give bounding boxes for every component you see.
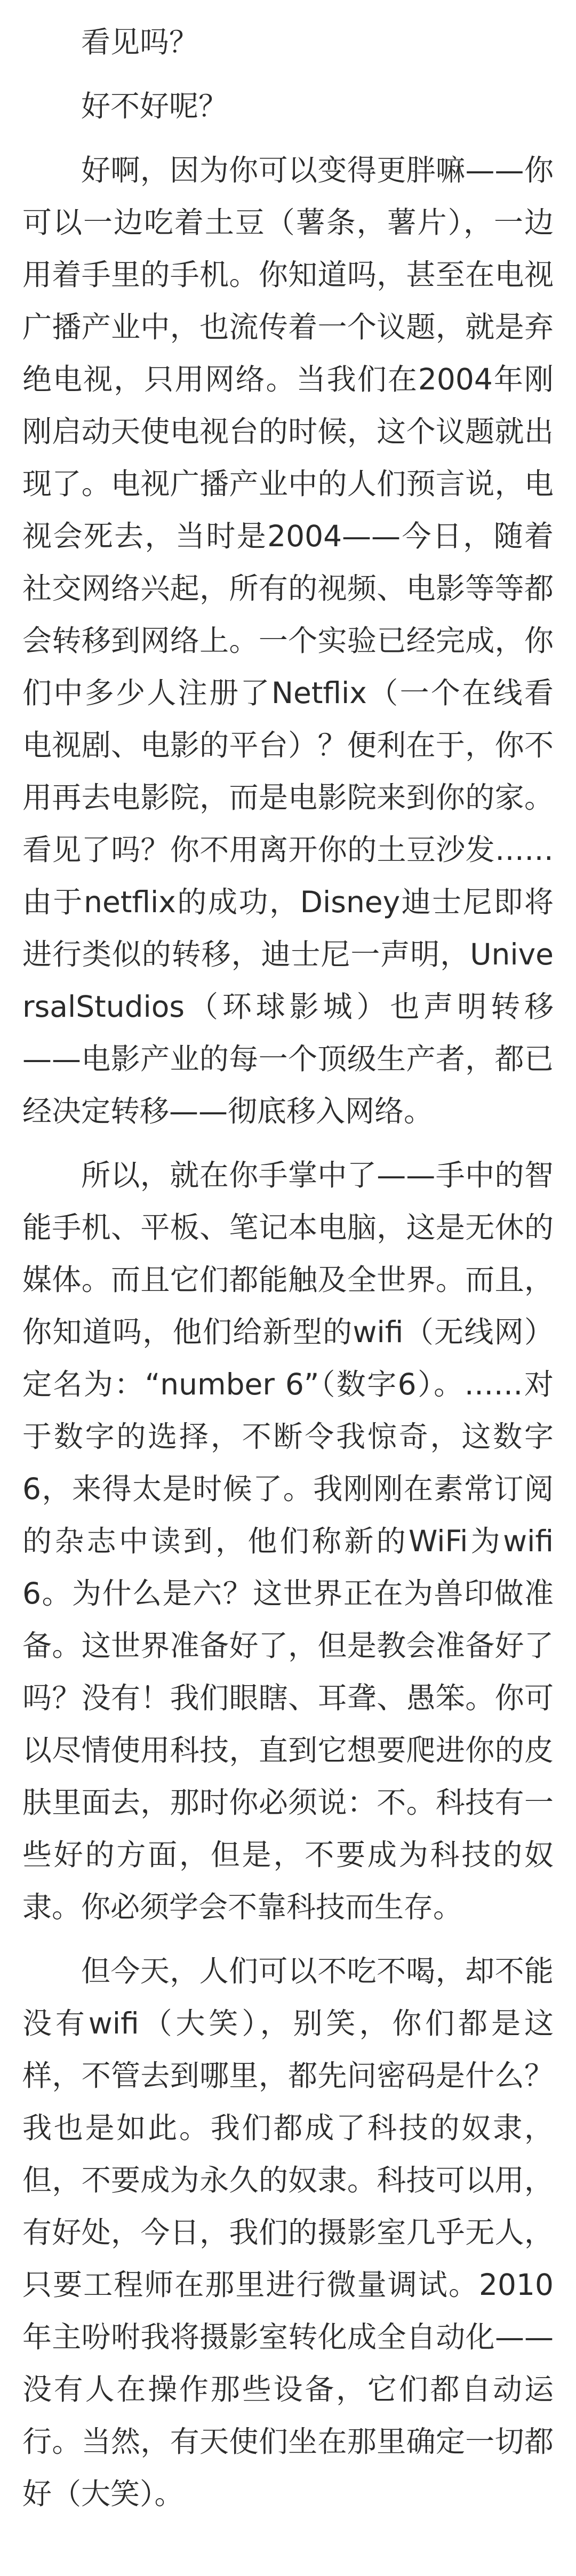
- paragraph-2: 好不好呢？: [81, 89, 228, 123]
- paragraph-1: 看见吗？: [81, 25, 199, 59]
- paragraph-4: 所以，就在你手掌中了——手中的智能手机、平板、笔记本电脑，这是无休的媒体。而且它们都能触及全世界。而且，你知道吗，他们给新型的wifi（无线网）定名为：“number 6”（数字6）。……对于数字的选择，不断令我惊奇，这数字6，来得太是时候了。我刚刚在素常订阅的杂志中读到，他们称新的WiFi为wifi 6。为什么是六？这世界正在为兽印做准备。这世界准备好了，但是教会准备好了吗？没有！我们眼瞎、耳聋、愚笨。你可以尽情使用科技，直到它想要爬进你的皮肤里面去，那时你必须说：不。科技有一些好的方面，但是，不要成为科技的奴隶。你必须学会不靠科技而生存。: [22, 1158, 554, 1924]
- paragraph-3: 好啊，因为你可以变得更胖嘛——你可以一边吃着土豆（薯条，薯片），一边用着手里的手机。你知道吗，甚至在电视广播产业中，也流传着一个议题，就是弃绝电视，只用网络。当我们在2004年刚刚启动天使电视台的时候，这个议题就出现了。电视广播产业中的人们预言说，电视会死去，当时是2004——今日，随着社交网络兴起，所有的视频、电影等等都会转移到网络上。一个实验已经完成，你们中多少人注册了Netflix（一个在线看电视剧、电影的平台）？便利在于，你不用再去电影院，而是电影院来到你的家。看见了吗？你不用离开你的土豆沙发……由于netflix的成功，Disney迪士尼即将进行类似的转移，迪士尼一声明，UniversalStudios（环球影城）也声明转移——电影产业的每一个顶级生产者，都已经决定转移——彻底移入网络。: [22, 153, 554, 1128]
- paragraph-5: 但今天，人们可以不吃不喝，却不能没有wifi（大笑），别笑，你们都是这样，不管去到哪里，都先问密码是什么？我也是如此。我们都成了科技的奴隶，但，不要成为永久的奴隶。科技可以用，有好处，今日，我们的摄影室几乎无人，只要工程师在那里进行微量调试。2010年主吩咐我将摄影室转化成全自动化——没有人在操作那些设备，它们都自动运行。当然，有天使们坐在那里确定一切都好（大笑）。: [22, 1954, 554, 2511]
